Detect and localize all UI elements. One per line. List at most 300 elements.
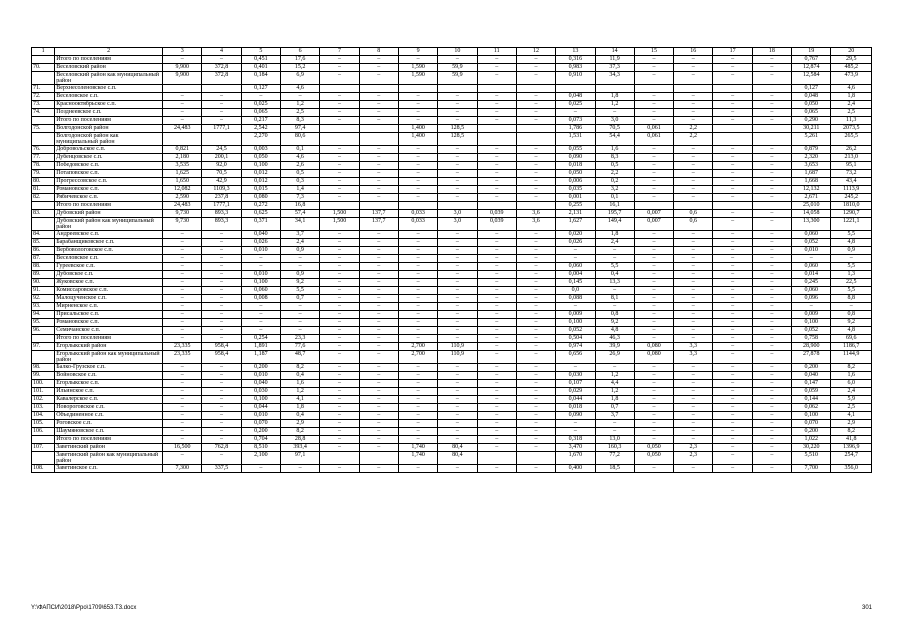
value-cell: – <box>359 93 398 101</box>
value-cell: – <box>713 327 752 335</box>
value-cell: – <box>674 117 713 125</box>
territory-name-cell: Дубовский район как муниципальный район <box>55 218 163 231</box>
value-cell: – <box>163 109 202 117</box>
value-cell: 0,100 <box>792 319 831 327</box>
value-cell: 0,060 <box>241 287 280 295</box>
value-cell <box>320 125 359 133</box>
value-cell: – <box>398 56 437 64</box>
table-row <box>32 303 872 311</box>
value-cell: 18,5 <box>595 465 634 473</box>
value-cell: – <box>752 335 791 343</box>
row-number-cell: 70. <box>32 64 55 72</box>
value-cell: – <box>713 287 752 295</box>
value-cell: 9,2 <box>595 319 634 327</box>
value-cell: 6,0 <box>831 380 872 388</box>
value-cell: – <box>398 186 437 194</box>
value-cell: – <box>634 271 673 279</box>
value-cell: – <box>320 420 359 428</box>
territory-name-cell: Роговское с.п. <box>55 420 163 428</box>
value-cell: – <box>163 396 202 404</box>
value-cell: 77,6 <box>281 343 320 351</box>
value-cell: 26,2 <box>831 146 872 154</box>
value-cell: – <box>398 404 437 412</box>
value-cell: 8,2 <box>831 364 872 372</box>
value-cell: – <box>398 109 437 117</box>
value-cell: – <box>202 271 241 279</box>
value-cell <box>713 202 752 210</box>
value-cell: – <box>438 295 477 303</box>
value-cell: – <box>477 327 516 335</box>
value-cell: – <box>634 380 673 388</box>
value-cell: – <box>398 117 437 125</box>
value-cell: – <box>516 436 555 444</box>
value-cell: – <box>477 388 516 396</box>
value-cell: 0,006 <box>556 178 595 186</box>
value-cell: – <box>674 428 713 436</box>
territory-name-cell: Волгодонской район как муниципальный район <box>55 133 163 146</box>
value-cell: 1290,7 <box>831 210 872 218</box>
value-cell: – <box>398 428 437 436</box>
value-cell: – <box>320 412 359 420</box>
value-cell: – <box>359 343 398 351</box>
value-cell: – <box>241 303 280 311</box>
value-cell: – <box>674 101 713 109</box>
value-cell: – <box>713 295 752 303</box>
value-cell: – <box>477 396 516 404</box>
value-cell: – <box>438 271 477 279</box>
value-cell: – <box>477 194 516 202</box>
value-cell: – <box>674 162 713 170</box>
value-cell: – <box>438 311 477 319</box>
value-cell: – <box>477 436 516 444</box>
column-header: 18 <box>752 48 791 56</box>
value-cell: 2,590 <box>163 194 202 202</box>
row-number-cell: 84. <box>32 231 55 239</box>
value-cell: 70,5 <box>202 170 241 178</box>
value-cell: 1,6 <box>595 146 634 154</box>
value-cell: 0,012 <box>241 178 280 186</box>
value-cell: – <box>477 319 516 327</box>
value-cell: – <box>713 64 752 72</box>
territory-name-cell: Комиссаровское с.п. <box>55 287 163 295</box>
value-cell: – <box>163 303 202 311</box>
value-cell: – <box>752 372 791 380</box>
row-number-cell: 98. <box>32 364 55 372</box>
value-cell: – <box>516 412 555 420</box>
value-cell: 0,007 <box>634 210 673 218</box>
table-row <box>32 109 872 117</box>
column-header: 4 <box>202 48 241 56</box>
value-cell: 1,590 <box>398 64 437 72</box>
value-cell: – <box>477 162 516 170</box>
column-header: 7 <box>320 48 359 56</box>
value-cell: 5,5 <box>281 287 320 295</box>
value-cell: – <box>595 109 634 117</box>
row-number-cell: 81. <box>32 186 55 194</box>
value-cell: 0,401 <box>241 64 280 72</box>
value-cell: – <box>163 231 202 239</box>
value-cell: – <box>359 364 398 372</box>
value-cell: 1,8 <box>595 396 634 404</box>
value-cell: – <box>752 218 791 231</box>
value-cell: 0,065 <box>241 109 280 117</box>
value-cell: 0,080 <box>241 194 280 202</box>
value-cell: 4,8 <box>595 327 634 335</box>
row-number-cell: 86. <box>32 247 55 255</box>
row-number-cell: 73. <box>32 101 55 109</box>
value-cell: – <box>202 287 241 295</box>
value-cell: 1810,0 <box>831 202 872 210</box>
value-cell: 1,740 <box>398 452 437 465</box>
value-cell: – <box>634 372 673 380</box>
value-cell: 0,039 <box>477 218 516 231</box>
table-row <box>32 117 872 125</box>
value-cell: 2,700 <box>398 343 437 351</box>
value-cell: – <box>556 428 595 436</box>
value-cell: – <box>634 404 673 412</box>
value-cell: 1,187 <box>241 351 280 364</box>
value-cell <box>713 125 752 133</box>
document-path: Y:\ФАПСИ\2018\Рро\1709\653.Т3.docx <box>31 605 137 611</box>
value-cell: 0,0 <box>556 287 595 295</box>
value-cell: – <box>438 263 477 271</box>
row-number-cell <box>32 351 55 364</box>
value-cell: – <box>202 239 241 247</box>
value-cell: – <box>359 178 398 186</box>
value-cell: 0,010 <box>241 372 280 380</box>
value-cell: – <box>163 428 202 436</box>
value-cell: 0,080 <box>634 351 673 364</box>
table-row <box>32 319 872 327</box>
value-cell: 1396,9 <box>831 444 872 452</box>
value-cell: – <box>634 388 673 396</box>
row-number-cell: 80. <box>32 178 55 186</box>
column-header: 1 <box>32 48 55 56</box>
value-cell: – <box>438 404 477 412</box>
column-header: 9 <box>398 48 437 56</box>
table-row <box>32 255 872 263</box>
value-cell: – <box>752 231 791 239</box>
value-cell: – <box>752 162 791 170</box>
value-cell: – <box>359 335 398 343</box>
value-cell: 22,5 <box>831 279 872 287</box>
territory-name-cell: Дубовский район <box>55 210 163 218</box>
value-cell: 9,900 <box>163 64 202 72</box>
value-cell: 0,080 <box>634 343 673 351</box>
value-cell: – <box>516 287 555 295</box>
value-cell: – <box>438 117 477 125</box>
value-cell: 0,026 <box>241 239 280 247</box>
table-row <box>32 85 872 93</box>
value-cell: – <box>477 465 516 473</box>
value-cell: – <box>320 162 359 170</box>
table-header-row <box>32 48 872 56</box>
value-cell: 37,3 <box>595 64 634 72</box>
value-cell: – <box>320 404 359 412</box>
value-cell: 1,6 <box>831 372 872 380</box>
value-cell: 30,211 <box>792 125 831 133</box>
value-cell: – <box>674 154 713 162</box>
value-cell: 12,584 <box>792 72 831 85</box>
row-number-cell <box>32 335 55 343</box>
value-cell: – <box>674 388 713 396</box>
value-cell: 0,4 <box>281 412 320 420</box>
value-cell: 2,700 <box>398 351 437 364</box>
value-cell: 4,6 <box>831 85 872 93</box>
value-cell: – <box>516 396 555 404</box>
value-cell: – <box>674 396 713 404</box>
value-cell: 2,180 <box>163 154 202 162</box>
value-cell: 0,371 <box>241 218 280 231</box>
value-cell: – <box>674 271 713 279</box>
value-cell <box>359 85 398 93</box>
value-cell: – <box>752 412 791 420</box>
value-cell: 0,001 <box>556 194 595 202</box>
value-cell: – <box>438 287 477 295</box>
value-cell <box>516 125 555 133</box>
value-cell <box>752 125 791 133</box>
value-cell: 0,026 <box>556 239 595 247</box>
value-cell: – <box>359 404 398 412</box>
value-cell: 0,096 <box>792 295 831 303</box>
value-cell <box>438 85 477 93</box>
value-cell: – <box>516 271 555 279</box>
value-cell: 80,4 <box>438 444 477 452</box>
row-number-cell: 71. <box>32 85 55 93</box>
value-cell: – <box>752 279 791 287</box>
row-number-cell: 82. <box>32 194 55 202</box>
value-cell: – <box>320 255 359 263</box>
value-cell: – <box>674 170 713 178</box>
value-cell <box>320 85 359 93</box>
table-row <box>32 311 872 319</box>
value-cell: – <box>477 56 516 64</box>
table-row <box>32 263 872 271</box>
value-cell: – <box>438 420 477 428</box>
value-cell: 0,012 <box>241 170 280 178</box>
value-cell: 95,1 <box>831 162 872 170</box>
value-cell: – <box>713 465 752 473</box>
value-cell: 3,470 <box>556 444 595 452</box>
territory-name-cell: Егорлыкский район <box>55 343 163 351</box>
value-cell: – <box>202 109 241 117</box>
value-cell: – <box>477 428 516 436</box>
value-cell <box>752 133 791 146</box>
value-cell: – <box>398 311 437 319</box>
value-cell: 0,983 <box>556 64 595 72</box>
value-cell: 2,100 <box>241 452 280 465</box>
value-cell: – <box>556 420 595 428</box>
value-cell: – <box>438 154 477 162</box>
value-cell: 195,7 <box>595 210 634 218</box>
value-cell: – <box>398 154 437 162</box>
value-cell: – <box>438 239 477 247</box>
value-cell: 14,058 <box>792 210 831 218</box>
value-cell: – <box>163 327 202 335</box>
value-cell: – <box>398 194 437 202</box>
table-row <box>32 327 872 335</box>
territory-name-cell: Веселовское с.п. <box>55 255 163 263</box>
value-cell: – <box>320 380 359 388</box>
value-cell <box>320 133 359 146</box>
value-cell: – <box>202 295 241 303</box>
value-cell: – <box>516 93 555 101</box>
value-cell: 0,127 <box>241 85 280 93</box>
value-cell: – <box>674 380 713 388</box>
value-cell: – <box>359 396 398 404</box>
value-cell: – <box>281 255 320 263</box>
value-cell: – <box>752 436 791 444</box>
value-cell: – <box>163 271 202 279</box>
table-row <box>32 93 872 101</box>
value-cell: 2,3 <box>674 444 713 452</box>
value-cell: – <box>713 263 752 271</box>
value-cell: 958,4 <box>202 351 241 364</box>
value-cell: – <box>674 372 713 380</box>
value-cell: – <box>516 255 555 263</box>
value-cell: – <box>713 247 752 255</box>
value-cell: – <box>359 271 398 279</box>
value-cell <box>713 85 752 93</box>
value-cell: 23,335 <box>163 351 202 364</box>
value-cell: – <box>320 279 359 287</box>
table-row <box>32 210 872 218</box>
value-cell: 0,290 <box>792 117 831 125</box>
value-cell: 0,910 <box>556 72 595 85</box>
row-number-cell: 90. <box>32 279 55 287</box>
value-cell: – <box>398 420 437 428</box>
value-cell: – <box>320 72 359 85</box>
value-cell <box>163 133 202 146</box>
value-cell <box>163 85 202 93</box>
value-cell: – <box>752 56 791 64</box>
value-cell: – <box>398 303 437 311</box>
column-header: 14 <box>595 48 634 56</box>
value-cell: 473,9 <box>831 72 872 85</box>
row-number-cell: 101. <box>32 388 55 396</box>
value-cell: – <box>713 255 752 263</box>
value-cell: 0,044 <box>241 404 280 412</box>
value-cell: – <box>477 93 516 101</box>
value-cell: 0,8 <box>831 311 872 319</box>
value-cell: – <box>674 64 713 72</box>
data-table-container <box>31 47 872 473</box>
territory-name-cell: Краснооктябрьское с.п. <box>55 101 163 109</box>
value-cell: 2,270 <box>241 133 280 146</box>
column-header: 16 <box>674 48 713 56</box>
value-cell: – <box>359 194 398 202</box>
value-cell: – <box>438 146 477 154</box>
value-cell: 356,0 <box>831 465 872 473</box>
value-cell: – <box>674 303 713 311</box>
value-cell: 1,650 <box>163 178 202 186</box>
value-cell: 8,2 <box>831 428 872 436</box>
value-cell: – <box>359 351 398 364</box>
value-cell: 1,687 <box>792 170 831 178</box>
value-cell: – <box>320 428 359 436</box>
value-cell: – <box>752 154 791 162</box>
value-cell: 0,9 <box>831 247 872 255</box>
value-cell: – <box>320 372 359 380</box>
value-cell: – <box>634 109 673 117</box>
value-cell: – <box>398 364 437 372</box>
value-cell: 2,320 <box>792 154 831 162</box>
value-cell: 0,255 <box>556 202 595 210</box>
value-cell: 3,0 <box>595 117 634 125</box>
row-number-cell: 105. <box>32 420 55 428</box>
column-header: 10 <box>438 48 477 56</box>
value-cell: – <box>477 303 516 311</box>
table-row <box>32 231 872 239</box>
value-cell: 128,5 <box>438 133 477 146</box>
value-cell: 26,9 <box>595 351 634 364</box>
value-cell <box>477 125 516 133</box>
table-row <box>32 101 872 109</box>
value-cell: – <box>752 295 791 303</box>
value-cell: – <box>398 319 437 327</box>
value-cell: – <box>516 388 555 396</box>
row-number-cell <box>32 72 55 85</box>
value-cell: 15,2 <box>281 64 320 72</box>
value-cell: 9,2 <box>281 279 320 287</box>
value-cell: 1,625 <box>163 170 202 178</box>
value-cell: – <box>359 412 398 420</box>
value-cell: – <box>634 186 673 194</box>
value-cell: – <box>477 420 516 428</box>
value-cell: – <box>359 186 398 194</box>
value-cell: – <box>752 186 791 194</box>
value-cell: – <box>281 319 320 327</box>
value-cell: 2,542 <box>241 125 280 133</box>
territory-name-cell: Малоцученское с.п. <box>55 295 163 303</box>
column-header: 20 <box>831 48 872 56</box>
value-cell: – <box>752 351 791 364</box>
value-cell: – <box>241 263 280 271</box>
value-cell: 1109,3 <box>202 186 241 194</box>
value-cell: 11,9 <box>595 56 634 64</box>
territory-name-cell: Жуковское с.п. <box>55 279 163 287</box>
value-cell: 0,254 <box>241 335 280 343</box>
value-cell: – <box>398 279 437 287</box>
value-cell: – <box>202 364 241 372</box>
value-cell: 1,400 <box>398 125 437 133</box>
value-cell: 0,316 <box>556 56 595 64</box>
value-cell: 11,3 <box>831 117 872 125</box>
value-cell: 5,261 <box>792 133 831 146</box>
value-cell: 0,050 <box>634 452 673 465</box>
value-cell: – <box>320 231 359 239</box>
row-number-cell: 95. <box>32 319 55 327</box>
value-cell: – <box>202 101 241 109</box>
value-cell: – <box>674 319 713 327</box>
value-cell: 77,2 <box>595 452 634 465</box>
value-cell: 16,8 <box>281 202 320 210</box>
value-cell: 2,9 <box>831 420 872 428</box>
value-cell: – <box>438 279 477 287</box>
value-cell: – <box>674 109 713 117</box>
value-cell: 2073,5 <box>831 125 872 133</box>
value-cell: – <box>674 56 713 64</box>
value-cell <box>202 133 241 146</box>
value-cell: – <box>398 465 437 473</box>
value-cell: – <box>438 319 477 327</box>
value-cell: – <box>163 295 202 303</box>
value-cell: – <box>752 194 791 202</box>
value-cell: – <box>359 263 398 271</box>
table-row <box>32 364 872 372</box>
value-cell: – <box>752 287 791 295</box>
value-cell: – <box>202 380 241 388</box>
